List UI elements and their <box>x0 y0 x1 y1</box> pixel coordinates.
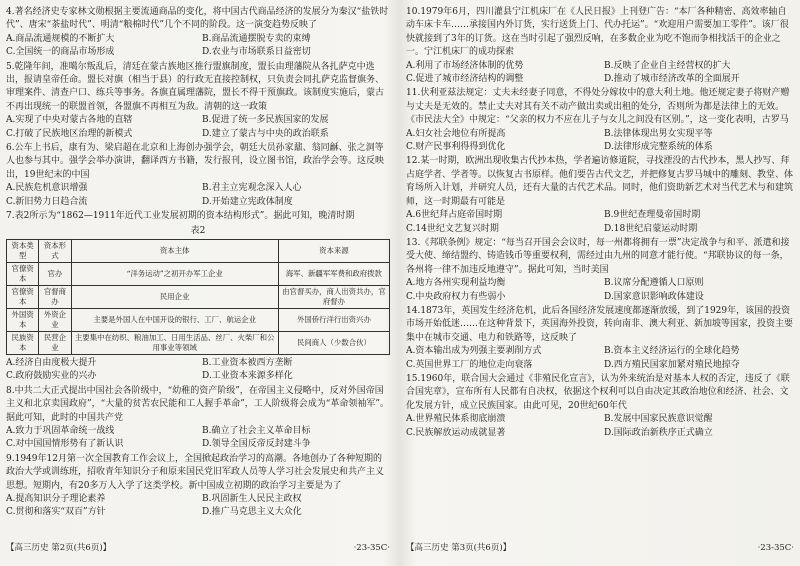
options <box>6 182 390 209</box>
capital-structure-table <box>6 239 390 355</box>
option-b[interactable]: B.资本主义经济运行的全球化趋势 <box>604 346 740 357</box>
page-footer <box>406 542 794 558</box>
table-cell: 主要是外国人在中国开设的银行、工厂、航运企业 <box>71 308 278 331</box>
table-cell: 主要集中在纺织、粮油加工、日用生活品、丝厂、火柴厂和公用事业等领域 <box>71 331 278 354</box>
question-text: 8.中共二大正式提出中国社会各阶级中，“幼稚的资产阶级”，在帝国主义侵略中，反对外国帝国主义和北京卖国政府”，“大量的贫苦农民能和工人握手革命”，工人阶级将会成为“革命领袖军”。据此可知，此时的中国共产党 <box>6 385 390 423</box>
table-header-cell: 资本形式 <box>39 239 71 262</box>
option-a[interactable]: A.经济自由度极大提升 <box>6 357 97 368</box>
footer-page-label: 【高三历史 第2页(共6页)】 <box>6 543 112 553</box>
option-c[interactable]: C.贯彻和落实“双百”方针 <box>6 507 106 518</box>
option-b[interactable]: B.工业资本被西方垄断 <box>202 357 293 368</box>
option-b[interactable]: B.促进了统一多民族国家的发展 <box>202 115 329 126</box>
option-a[interactable]: A.世界殖民体系彻底崩溃 <box>406 414 506 425</box>
options <box>406 209 794 236</box>
table-cell: 民族资本 <box>7 331 39 354</box>
question-4 <box>6 6 390 60</box>
table-cell: 海军、新疆军军费和政府拨款 <box>278 262 389 285</box>
option-c[interactable]: C.民族解放运动成就显著 <box>406 427 506 438</box>
option-b[interactable]: B.发展中国家民族意识觉醒 <box>604 414 713 425</box>
options <box>406 277 794 304</box>
options <box>406 413 794 440</box>
options <box>6 425 390 452</box>
option-b[interactable]: B.法律体现出男女实现平等 <box>604 128 713 139</box>
question-text: 4.著名经济史专家林文勋根据主要流通商品的变化，将中国古代商品经济的发展分为秦汉“盐铁时代”、唐宋“茶盐时代”、明清“粮棉时代”几个不同的阶段。这一演变趋势反映了 <box>6 7 389 31</box>
option-b[interactable]: B.巩固新生人民民主政权 <box>202 493 302 504</box>
page-footer <box>6 542 390 558</box>
question-text: 10.1979年6月，四川灌县宁江机床厂在《人民日报》上刊登广告：“本厂各种精密、高效率轴自动车床卡车……承接国内外订货，实行送货上门、代办托运”。“欢迎用户需要加工零件”。该厂很快就接到了3年的订货。这在当时引起了强烈反响，在多数企业为吃不饱而争相找活干的企业之一。宁江机床厂的成功探索 <box>406 7 789 58</box>
option-d[interactable]: D.国家意识影响政体建设 <box>604 291 704 302</box>
question-text: 15.1960年，联合国大会通过《非殖民化宣言》，认为外来统治是对基本人权的否定，违反了《联合国宪章》，宣布所有人民都有自决权，依据这个权利可以自由决定其政治地位和经济、社会、文化发展方针，成立民族国家。由此可见，20世纪60年代 <box>406 373 790 411</box>
options <box>6 114 390 141</box>
option-d[interactable]: D.国际政治新秩序正式确立 <box>604 427 713 438</box>
option-d[interactable]: D.开始建立宪政体制度 <box>202 196 293 207</box>
option-d[interactable]: D.领导全国反帝反封建斗争 <box>202 439 311 450</box>
question-text: 7.表2所示为“1862—1911年近代工业发展初期的资本结构形式”。据此可知，晚清时期 <box>6 211 355 222</box>
table-header-cell: 资本类型 <box>7 239 39 262</box>
option-c[interactable]: C.14世纪文艺复兴时期 <box>406 223 499 234</box>
option-d[interactable]: D.工业资本来源多样化 <box>202 371 293 382</box>
question-15 <box>406 373 794 440</box>
question-text: 12.某一时期，欧洲出现收集古代抄本热，学者遍访修道院，寻找湮没的古代抄本，黑人抄写、拜占庭学者、学者等。以恢复古书原样。他们要告古代文艺，并把修复古罗马城中的雕刻、教堂、体育场所入计划，并研究人员，还有大量的古代艺术品。同时，他们资助新艺术对当代艺术与和建筑师，这一时期最有可能是 <box>406 156 794 207</box>
option-b[interactable]: B.君主立宪观念深入人心 <box>202 183 302 194</box>
option-d[interactable]: D.法律形成完整系统的体系 <box>604 142 713 153</box>
option-c[interactable]: C.对中国国情形势有了新认识 <box>6 439 124 450</box>
option-c[interactable]: C.中央政府权力有些弱小 <box>406 291 506 302</box>
left-page <box>6 6 390 558</box>
table-row <box>7 308 390 331</box>
options <box>6 357 390 384</box>
table-cell: 外国资本 <box>7 308 39 331</box>
option-c[interactable]: C.政府鼓励实业的兴办 <box>6 371 97 382</box>
table-cell: 官办 <box>39 262 71 285</box>
question-5 <box>6 61 390 141</box>
option-a[interactable]: A.资本输出成为列强主要剥削方式 <box>406 346 542 357</box>
option-b[interactable]: B.议席分配遵循人口原则 <box>604 278 704 289</box>
option-a[interactable]: A.妇女社会地位有所提高 <box>406 128 506 139</box>
option-d[interactable]: D.推广马克思主义大众化 <box>202 507 302 518</box>
question-13 <box>406 237 794 304</box>
question-6 <box>6 142 390 209</box>
table-cell: 官僚资本 <box>7 262 39 285</box>
question-10 <box>406 6 794 86</box>
table-title: 表2 <box>190 225 206 236</box>
table-row <box>7 331 390 354</box>
option-c[interactable]: C.财产民事利得得到优化 <box>406 142 506 153</box>
table-cell: 民营企业 <box>39 331 71 354</box>
option-a[interactable]: A.商品流通规模的不断扩大 <box>6 33 115 44</box>
option-b[interactable]: B.反映了企业自主经营权的扩大 <box>604 60 731 71</box>
footer-code: ·23-35C· <box>353 543 390 553</box>
table-row <box>7 285 390 308</box>
table-header-cell: 资本来源 <box>278 239 389 262</box>
table-header-row <box>7 239 390 262</box>
question-14 <box>406 305 794 372</box>
option-c[interactable]: C.新旧势力日趋合流 <box>6 196 88 207</box>
option-d[interactable]: D.西方殖民国家加紧对殖民地掠夺 <box>604 359 740 370</box>
options <box>406 60 794 87</box>
right-page <box>406 6 794 558</box>
table-cell: 民间商人（少数合伙） <box>278 331 389 354</box>
options <box>406 345 794 372</box>
option-d[interactable]: D.18世纪启蒙运动时期 <box>604 223 698 234</box>
table-row <box>7 262 390 285</box>
option-a[interactable]: A.致力于巩固革命统一战线 <box>6 425 115 436</box>
footer-page-label: 【高三历史 第3页(共6页)】 <box>406 543 512 553</box>
option-c[interactable]: C.英国世界工厂的地位走向衰落 <box>406 359 533 370</box>
table-cell: 民用企业 <box>71 285 278 308</box>
question-text: 6.公车上书后，康有为、梁启超在北京和上海创办强学会，朝廷大员孙家鼐、翁同龢、张之洞等人也参与其中。强学会举办演讲，翻译西方书籍，发行报刊，设立图书馆，政治学会等。这反映出，19世纪末的中国 <box>6 143 385 180</box>
option-b[interactable]: B.商品流通摆脱专卖的束缚 <box>202 33 311 44</box>
question-text: 9.1949年12月第一次全国教育工作会议上，全国掀起政治学习的高潮。各地创办了各种短期的政治大学或训练班，招收青年知识分子和原来国民党旧军政人员等人学习社会发展史和共产主义思想。短期内，有20多万人入学了这类学校。新中国成立初期的政治学习主要是为了 <box>6 453 385 491</box>
question-12 <box>406 155 794 235</box>
table-cell: “洋务运动”之初开办军工企业 <box>71 262 278 285</box>
option-d[interactable]: D.推动了城市经济改革的全面展开 <box>604 74 740 85</box>
question-11 <box>406 87 794 154</box>
question-9 <box>6 453 390 520</box>
question-8 <box>6 385 390 452</box>
option-d[interactable]: D.农业与市场联系日益密切 <box>202 47 311 58</box>
question-text: 13.《邦联条例》规定：“每当召开国会会议时，每一州都将拥有一票”决定战争与和平、派遣和接受大使、缔结盟约、铸造钱币等重要权利，需经过由九州的同意才能行使。“邦联协议的每一条，各州将一律不加违反地遵守”。据此可知，当时美国 <box>406 237 790 275</box>
question-text: 5.乾隆年间，准噶尔叛乱后，清廷在蒙古族地区推行盟旗制度，盟长由理藩院从各扎萨克中选出，报请皇帝任命。盟长对旗（相当于县）的行政无直接控制权，只负责会同扎萨克监督旗务、审理案件、清查户口、练兵等事务。各旗直属理藩院，盟长不得干预旗政。该制度实施后，蒙古不再出现统一的联盟首领，各盟旗不再相互为敌。清朝的这一政策 <box>6 61 385 112</box>
options <box>6 493 390 520</box>
table-cell: 外资企业 <box>39 308 71 331</box>
option-c[interactable]: C.全国统一的商品市场形成 <box>6 47 115 58</box>
footer-code: ·23-35C· <box>757 543 794 553</box>
option-c[interactable]: C.促进了城市经济结构的调整 <box>406 74 524 85</box>
option-a[interactable]: A.实现了中央对蒙古各地的直辖 <box>6 115 133 126</box>
option-b[interactable]: B.9世纪查理曼帝国时期 <box>604 210 701 221</box>
options <box>6 33 390 60</box>
option-a[interactable]: A.民族危机意识增强 <box>6 183 88 194</box>
question-text: 14.1873年，英国发生经济危机，此后各国经济发展速度都逐渐放缓，到了1929年，该国的投资市场开始低迷……在这种背景下，英国海外投资，转向南非、澳大利亚、新加坡等国家，投资主要集中在城市交通、电力和铁路等，这反映了 <box>406 305 794 343</box>
table-cell: 外国侨行洋行出资兴办 <box>278 308 389 331</box>
table-cell: 由官督买办，商人出资共办，官府督办 <box>278 285 389 308</box>
option-a[interactable]: A.地方各州实现利益均衡 <box>406 278 506 289</box>
options <box>406 128 794 155</box>
table-header-cell: 资本主体 <box>71 239 278 262</box>
option-a[interactable]: A.利用了市场经济体制的优势 <box>406 60 524 71</box>
option-a[interactable]: A.6世纪拜占庭帝国时期 <box>406 210 503 221</box>
option-a[interactable]: A.提高知识分子理论素养 <box>6 493 106 504</box>
table-cell: 官僚资本 <box>7 285 39 308</box>
question-text: 11.伏利亚兹法规定：丈夫未经妻子同意，不得处分嫁妆中的意大利土地。他还规定妻子将财产赠与丈夫是无效的。禁止丈夫对其有关不动产做出卖或出租的处分，否则所为都是法律上的无效。《市民法大全》中规定：“父亲的权力不应在儿子与女儿之间没有区别。”，这一变化表明，古罗马 <box>406 88 790 126</box>
table-cell: 官督商办 <box>39 285 71 308</box>
question-7 <box>6 210 390 384</box>
option-b[interactable]: B.确立了社会主义革命目标 <box>202 425 311 436</box>
option-d[interactable]: D.建立了蒙古与中央的政治联系 <box>202 128 329 139</box>
option-c[interactable]: C.打破了民族地区治理的新模式 <box>6 128 133 139</box>
